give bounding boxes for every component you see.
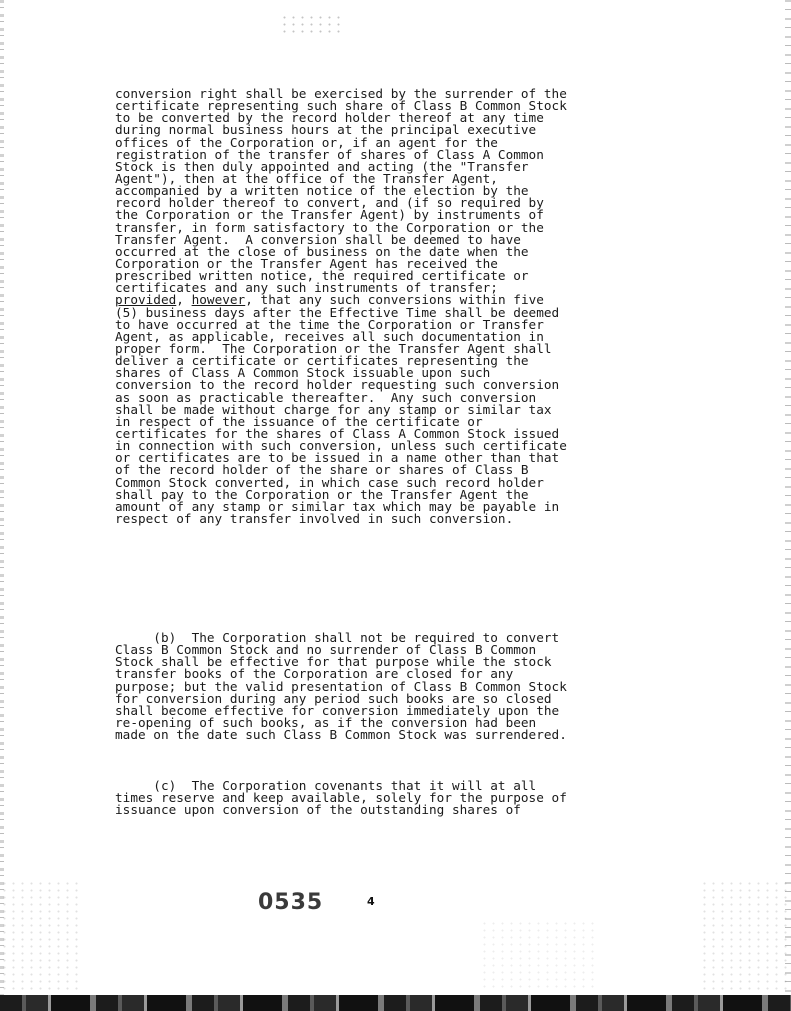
text-line: Stock is then duly appointed and acting (the "Transfer bbox=[115, 158, 529, 174]
page-number: 4 bbox=[367, 895, 375, 908]
text-line: Corporation or the Transfer Agent has received the bbox=[115, 255, 498, 271]
scan-edge-right bbox=[785, 0, 791, 1011]
text-line: offices of the Corporation or, if an agent for the bbox=[115, 134, 498, 150]
text-line: certificate representing such share of Class B Common Stock bbox=[115, 98, 567, 114]
text-line: times reserve and keep available, solely for the purpose of bbox=[115, 790, 567, 806]
text-line: shares of Class A Common Stock issuable upon such bbox=[115, 365, 491, 381]
paragraph-b-transfer-books bbox=[115, 632, 655, 741]
scan-specks-bottom-right bbox=[700, 880, 790, 990]
text-line: re-opening of such books, as if the conversion had been bbox=[115, 714, 537, 730]
text-line: occurred at the close of business on the date when the bbox=[115, 243, 529, 259]
paragraph-conversion-procedure bbox=[115, 88, 655, 525]
scan-specks-bottom-middle bbox=[480, 920, 600, 990]
scan-edge-left bbox=[0, 0, 4, 1011]
text-line: Agent, as applicable, receives all such documentation in bbox=[115, 328, 544, 344]
text-line: purpose; but the valid presentation of Class B Common Stock bbox=[115, 678, 567, 694]
text-line: Agent"), then at the office of the Transfer Agent, bbox=[115, 170, 498, 186]
text-line: deliver a certificate or certificates representing the bbox=[115, 353, 529, 369]
scan-specks-bottom-left bbox=[0, 880, 80, 990]
text-line: certificates for the shares of Class A Common Stock issued bbox=[115, 425, 560, 441]
text-line: Transfer Agent. A conversion shall be deemed to have bbox=[115, 231, 521, 247]
text-line: to be converted by the record holder thereof at any time bbox=[115, 110, 544, 126]
text-line: in respect of the issuance of the certificate or bbox=[115, 413, 483, 429]
text-line: (b) The Corporation shall not be required to convert bbox=[115, 630, 560, 645]
text-line: conversion right shall be exercised by the surrender of the bbox=[115, 86, 567, 101]
underlined-term: provided bbox=[115, 292, 177, 308]
text-line: conversion to the record holder requesting such conversion bbox=[115, 377, 560, 393]
text-line: made on the date such Class B Common Stock was surrendered. bbox=[115, 727, 567, 743]
scan-bottom-band bbox=[0, 995, 791, 1011]
text-line: proper form. The Corporation or the Transfer Agent shall bbox=[115, 340, 552, 356]
text-line: shall be made without charge for any stamp or similar tax bbox=[115, 401, 552, 417]
text-line: in connection with such conversion, unless such certificate bbox=[115, 438, 567, 454]
text-line: as soon as practicable thereafter. Any such conversion bbox=[115, 389, 537, 405]
text-line: shall become effective for conversion immediately upon the bbox=[115, 702, 560, 718]
text-line: (5) business days after the Effective Time shall be deemed bbox=[115, 304, 560, 320]
underlined-term: however bbox=[191, 292, 246, 308]
text-line: respect of any transfer involved in such conversion. bbox=[115, 510, 514, 526]
text-line: for conversion during any period such books are so closed bbox=[115, 690, 552, 706]
text-line: the Corporation or the Transfer Agent) by instruments of bbox=[115, 207, 544, 223]
text-line: transfer books of the Corporation are closed for any bbox=[115, 666, 514, 682]
paragraph-c-reserve-shares bbox=[115, 780, 655, 816]
text-line: Stock shall be effective for that purpose while the stock bbox=[115, 654, 552, 670]
text-line: during normal business hours at the principal executive bbox=[115, 122, 537, 138]
text-line: prescribed written notice, the required certificate or bbox=[115, 268, 529, 284]
footer-bates-stamp: 0535 bbox=[258, 890, 324, 915]
text-line: accompanied by a written notice of the election by the bbox=[115, 183, 529, 199]
text-line: shall pay to the Corporation or the Transfer Agent the bbox=[115, 486, 529, 502]
text-line: record holder thereof to convert, and (if so required by bbox=[115, 195, 544, 211]
text-line: provided, however, that any such conversions within five bbox=[115, 292, 544, 308]
text-line: of the record holder of the share or shares of Class B bbox=[115, 462, 529, 478]
text-line: registration of the transfer of shares of Class A Common bbox=[115, 146, 544, 162]
text-line: to have occurred at the time the Corporation or Transfer bbox=[115, 316, 544, 332]
text-line: or certificates are to be issued in a name other than that bbox=[115, 450, 560, 466]
text-line: Common Stock converted, in which case such record holder bbox=[115, 474, 544, 490]
text-line: transfer, in form satisfactory to the Corporation or the bbox=[115, 219, 544, 235]
text-line: (c) The Corporation covenants that it will at all bbox=[115, 778, 537, 793]
text-line: issuance upon conversion of the outstanding shares of bbox=[115, 802, 521, 818]
scan-specks-top bbox=[280, 14, 340, 36]
text-line: Class B Common Stock and no surrender of Class B Common bbox=[115, 642, 537, 658]
text-line: amount of any stamp or similar tax which may be payable in bbox=[115, 498, 560, 514]
text-line: certificates and any such instruments of transfer; bbox=[115, 280, 498, 296]
